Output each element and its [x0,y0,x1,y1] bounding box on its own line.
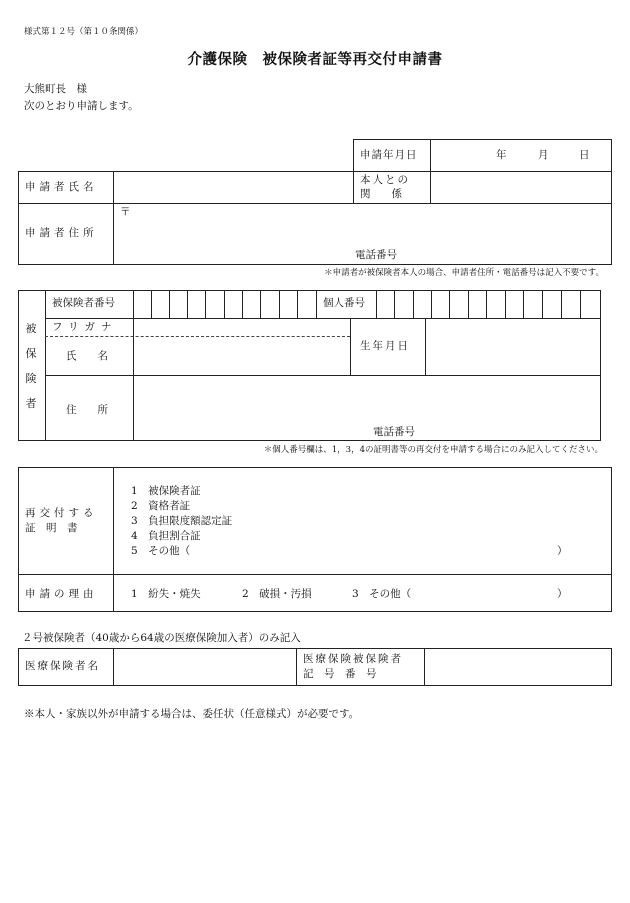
reissue-item-4[interactable]: 4 負担割合証 [131,530,201,542]
birth-date-field[interactable] [426,319,600,374]
insured-address-field[interactable] [134,376,600,440]
application-date-label: 申請年月日 [360,149,418,161]
reason-option-3[interactable]: 3 その他（ [352,588,412,600]
medical-insurer-label: 医療保険者名 [25,660,100,672]
relation-label-line1: 本人との [360,174,410,186]
applicant-name-label: 申請者氏名 [25,181,98,193]
type2-heading: ２号被保険者（40歳から64歳の医療保険加入者）のみ記入 [22,632,301,644]
reissue-other-field[interactable] [200,544,554,558]
medical-symbol-field[interactable] [425,649,611,685]
reason-label: 申請の理由 [25,588,98,600]
birth-date-label: 生年月日 [360,340,410,352]
form-number: 様式第１２号（第１０条関係） [24,27,144,37]
reissue-item-5[interactable]: 5 その他（ [131,545,191,557]
reissue-item-1[interactable]: 1 被保険者証 [131,485,201,497]
medical-insurer-field[interactable] [114,649,295,685]
medical-symbol-label-line1: 医療保険被保険者 [303,653,403,665]
intro-text: 次のとおり申請します。 [24,100,139,112]
insured-address-label: 住 所 [66,404,108,416]
insured-number-field[interactable] [134,291,316,318]
relation-label-line2: 関 係 [360,188,402,200]
personal-number-field[interactable] [377,291,600,318]
insured-name-label: 氏 名 [66,350,108,362]
applicant-phone-label: 電話番号 [355,249,397,261]
reissue-close-paren: ） [557,545,568,557]
applicant-name-field[interactable] [114,172,352,203]
date-year-label: 年 [496,149,507,161]
reason-other-field[interactable] [422,586,554,600]
insured-side-label: 被 保 険 者 [25,322,37,410]
reissue-item-3[interactable]: 3 負担限度額認定証 [131,515,233,527]
reissue-item-2[interactable]: 2 資格者証 [131,500,191,512]
applicant-address-label: 申請者住所 [25,227,98,239]
reissue-label-line1: 再交付する [25,507,98,519]
furigana-field[interactable] [134,319,349,336]
insured-phone-label: 電話番号 [373,426,415,438]
reason-close-paren: ） [557,588,568,600]
insured-name-field[interactable] [134,337,349,374]
insured-number-label: 被保険者番号 [52,297,115,309]
medical-symbol-label-line2: 記 号 番 号 [303,668,377,680]
footer-note: ※本人・家族以外が申請する場合は、委任状（任意様式）が必要です。 [24,708,360,720]
furigana-label: フリガナ [52,321,118,333]
postal-mark: 〒 [120,206,131,218]
relation-field[interactable] [431,172,611,203]
page-title: 介護保険 被保険者証等再交付申請書 [187,51,443,68]
applicant-note: ＊申請者が被保険者本人の場合、申請者住所・電話番号は記入不要です。 [324,268,604,278]
addressee: 大熊町長 様 [24,83,87,95]
insured-note: ＊個人番号欄は、1，3，4の証明書等の再交付を申請する場合にのみ記入してください。 [263,445,603,455]
reason-option-2[interactable]: 2 破損・汚損 [242,588,312,600]
reason-option-1[interactable]: 1 紛失・焼失 [131,588,201,600]
date-month-label: 月 [538,149,549,161]
personal-number-label: 個人番号 [323,297,365,309]
reissue-label-line2: 証 明 書 [25,522,78,534]
date-day-label: 日 [579,149,590,161]
